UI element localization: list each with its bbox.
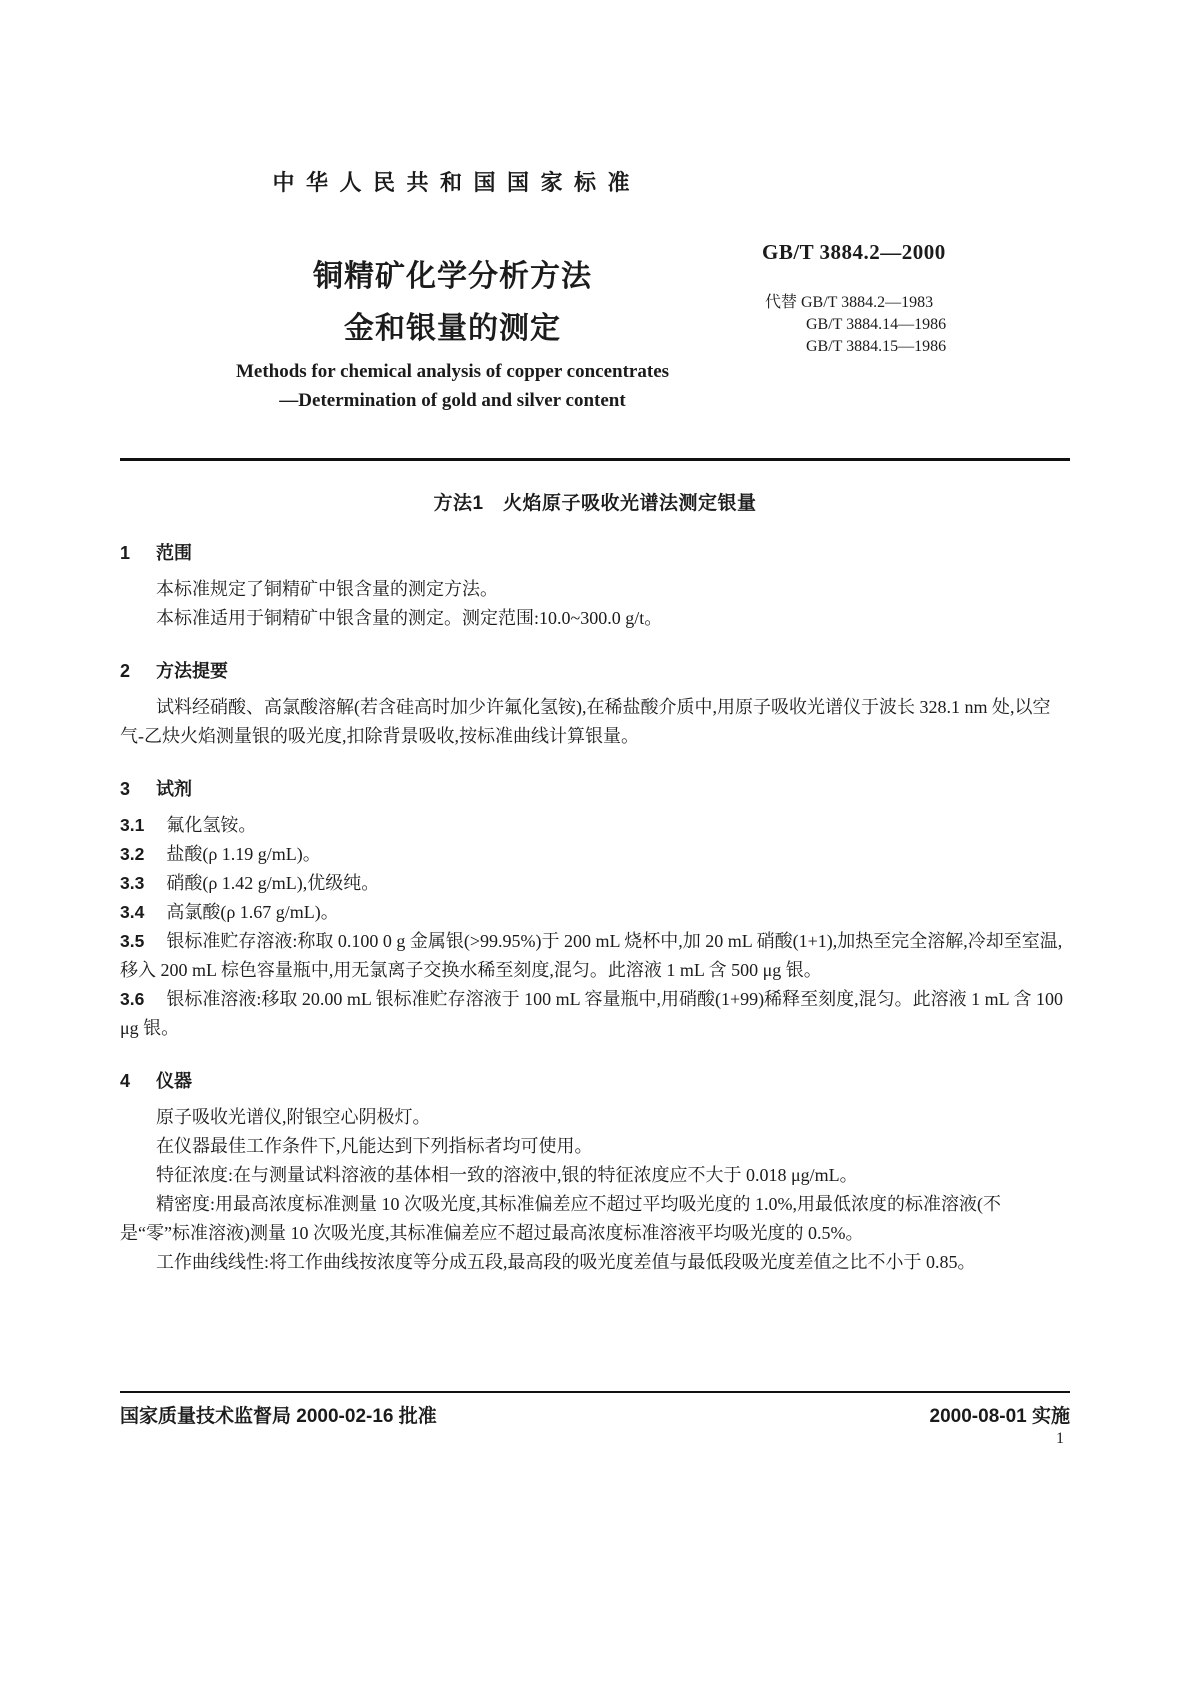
document-body — [120, 482, 1070, 1277]
section-heading — [120, 777, 1070, 801]
section-title: 仪器 — [156, 1071, 193, 1091]
section-title: 试剂 — [156, 779, 193, 799]
reagent-item — [120, 840, 1070, 869]
reagent-item — [120, 898, 1070, 927]
paragraph: 工作曲线线性:将工作曲线按浓度等分成五段,最高段的吸光度差值与最低段吸光度差值之比不小于 0.85。 — [156, 1252, 976, 1272]
paragraph: 本标准规定了铜精矿中银含量的测定方法。 — [156, 579, 498, 599]
reagent-item — [120, 869, 1070, 898]
superseded-standard-line: GB/T 3884.15—1986 — [806, 338, 947, 355]
clause-text: 盐酸(ρ 1.19 g/mL)。 — [166, 844, 321, 864]
clause-number: 3.3 — [120, 873, 145, 893]
document-title-en-line2: —Determination of gold and silver content — [279, 390, 626, 411]
header-divider — [120, 458, 1070, 461]
paragraph: 在仪器最佳工作条件下,凡能达到下列指标者均可使用。 — [156, 1136, 593, 1156]
page-number: 1 — [1056, 1430, 1064, 1447]
reagent-item — [120, 927, 1070, 985]
footer-divider — [120, 1391, 1070, 1393]
section-apparatus — [120, 1069, 1070, 1277]
paragraph: 精密度:用最高浓度标准测量 10 次吸光度,其标准偏差应不超过平均吸光度的 1.0%,用最低浓度的标准溶液(不是“零”标准溶液)测量 10 次吸光度,其标准偏差应不超过最高浓度标准溶液平均吸光度的 0.5%。 — [120, 1194, 1001, 1243]
superseded-standard-line: 代替 GB/T 3884.2—1983 — [765, 294, 934, 311]
reagent-item — [120, 811, 1070, 840]
paragraph: 原子吸收光谱仪,附银空心阴极灯。 — [156, 1107, 431, 1127]
section-scope — [120, 541, 1070, 633]
paragraph: 特征浓度:在与测量试料溶液的基体相一致的溶液中,银的特征浓度应不大于 0.018 μg/mL。 — [156, 1165, 858, 1185]
approval-text: 国家质量技术监督局 2000-02-16 批准 — [120, 1406, 437, 1427]
clause-text: 氟化氢铵。 — [166, 815, 257, 835]
document-title-cn-line2: 金和银量的测定 — [344, 312, 561, 345]
section-number: 2 — [120, 661, 131, 681]
section-heading — [120, 659, 1070, 683]
section-heading — [120, 1069, 1070, 1093]
clause-number: 3.5 — [120, 931, 145, 951]
reagent-item — [120, 985, 1070, 1043]
implementation-text: 2000-08-01 实施 — [929, 1406, 1070, 1427]
clause-number: 3.4 — [120, 902, 145, 922]
national-standard-label: 中 华 人 民 共 和 国 国 家 标 准 — [272, 170, 633, 195]
section-title: 方法提要 — [156, 661, 229, 681]
clause-text: 银标准贮存溶液:称取 0.100 0 g 金属银(>99.95%)于 200 mL 烧杯中,加 20 mL 硝酸(1+1),加热至完全溶解,冷却至室温,移入 200 mL 棕色容量瓶中,用无氯离子交换水稀至刻度,混匀。此溶液 1 mL 含 500 μg 银。 — [120, 931, 1063, 980]
paragraph: 试料经硝酸、高氯酸溶解(若含硅高时加少许氟化氢铵),在稀盐酸介质中,用原子吸收光谱仪于波长 328.1 nm 处,以空气-乙炔火焰测量银的吸光度,扣除背景吸收,按标准曲线计算银量。 — [120, 697, 1051, 746]
section-number: 4 — [120, 1071, 131, 1091]
section-heading — [120, 541, 1070, 565]
clause-number: 3.6 — [120, 989, 145, 1009]
clause-number: 3.2 — [120, 844, 145, 864]
clause-text: 高氯酸(ρ 1.67 g/mL)。 — [166, 902, 339, 922]
section-number: 3 — [120, 779, 131, 799]
section-number: 1 — [120, 543, 131, 563]
superseded-standard-line: GB/T 3884.14—1986 — [806, 316, 947, 333]
superseded-standards — [765, 292, 946, 358]
method-title: 方法1 火焰原子吸收光谱法测定银量 — [433, 493, 757, 514]
clause-text: 银标准溶液:移取 20.00 mL 银标准贮存溶液于 100 mL 容量瓶中,用硝酸(1+99)稀释至刻度,混匀。此溶液 1 mL 含 100 μg 银。 — [120, 989, 1063, 1038]
section-method-summary — [120, 659, 1070, 751]
section-reagents — [120, 777, 1070, 1043]
clause-text: 硝酸(ρ 1.42 g/mL),优级纯。 — [166, 873, 380, 893]
standard-code: GB/T 3884.2—2000 — [762, 240, 946, 264]
section-title: 范围 — [156, 543, 193, 563]
clause-number: 3.1 — [120, 815, 145, 835]
document-title-cn-line1: 铜精矿化学分析方法 — [313, 260, 592, 293]
document-title-en-line1: Methods for chemical analysis of copper concentrates — [235, 361, 670, 382]
paragraph: 本标准适用于铜精矿中银含量的测定。测定范围:10.0~300.0 g/t。 — [156, 608, 663, 628]
page-footer — [120, 1401, 1070, 1428]
